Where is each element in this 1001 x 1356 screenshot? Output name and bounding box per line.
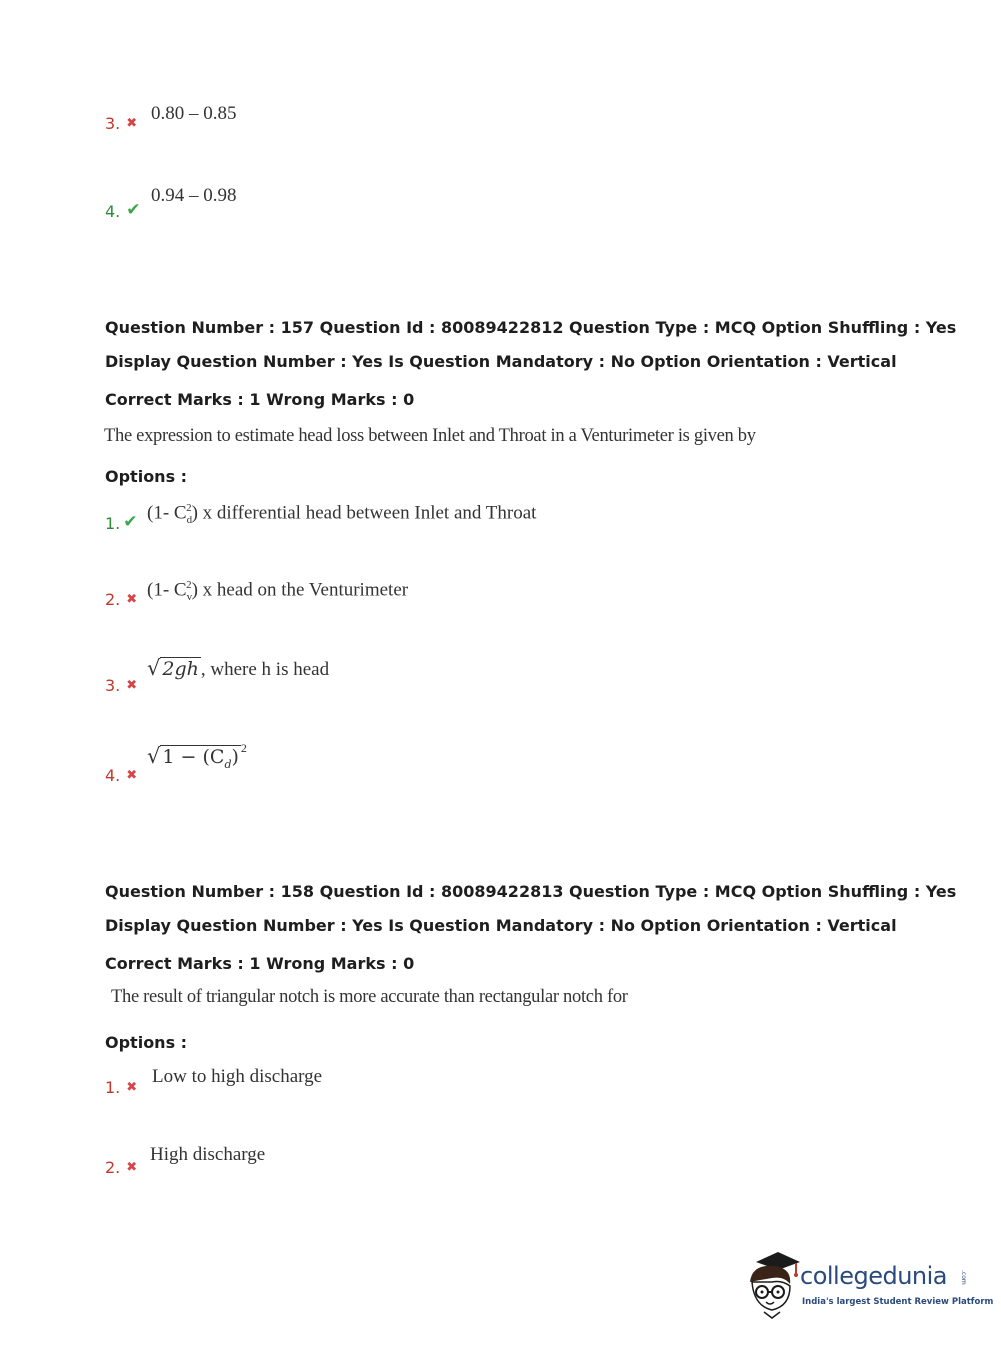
question-meta-line: Display Question Number : Yes Is Question Mandatory : No Option Orientation : Vertical bbox=[105, 916, 897, 935]
option-text: High discharge bbox=[150, 1144, 266, 1165]
option-text: (1- $C_d^2$) x differential head between Inlet and Throat bbox=[147, 502, 537, 527]
cross-icon: ✖ bbox=[126, 592, 138, 607]
cross-icon: ✖ bbox=[126, 1160, 138, 1175]
options-label: Options : bbox=[105, 1033, 188, 1052]
logo-domain-suffix: .com bbox=[960, 1270, 967, 1285]
option-text: 0.94 – 0.98 bbox=[151, 185, 237, 206]
check-icon: ✔ bbox=[126, 200, 141, 220]
question-meta-line: Display Question Number : Yes Is Question Mandatory : No Option Orientation : Vertical bbox=[105, 352, 897, 371]
cross-icon: ✖ bbox=[126, 116, 138, 131]
option-text bbox=[147, 740, 247, 771]
logo-brand-name: collegedunia bbox=[800, 1262, 948, 1290]
question-text: The result of triangular notch is more accurate than rectangular notch for bbox=[111, 987, 628, 1007]
logo-tagline: India's largest Student Review Platform bbox=[802, 1297, 994, 1307]
option-number: 4. ✔ bbox=[105, 200, 141, 221]
cross-icon: ✖ bbox=[126, 1080, 138, 1095]
question-meta-line: Question Number : 158 Question Id : 80089422813 Question Type : MCQ Option Shuffling : Yes bbox=[105, 882, 957, 901]
option-number: 1. ✔ bbox=[105, 512, 138, 533]
option-number: 3. ✖ bbox=[105, 676, 138, 695]
option-number: 1. ✖ bbox=[105, 1078, 138, 1097]
cross-icon: ✖ bbox=[126, 768, 138, 783]
question-text: The expression to estimate head loss between Inlet and Throat in a Venturimeter is given by bbox=[104, 426, 756, 446]
option-number: 2. ✖ bbox=[105, 590, 138, 609]
option-text: 0.80 – 0.85 bbox=[151, 103, 237, 124]
option-number: 4. ✖ bbox=[105, 766, 138, 785]
square-root: √ 2gh bbox=[147, 656, 199, 680]
option-number: 2. ✖ bbox=[105, 1158, 138, 1177]
collegedunia-logo bbox=[742, 1248, 994, 1320]
options-label: Options : bbox=[105, 467, 188, 486]
marks-line: Correct Marks : 1 Wrong Marks : 0 bbox=[105, 390, 415, 409]
option-text: Low to high discharge bbox=[152, 1066, 323, 1087]
option-number: 3. ✖ bbox=[105, 114, 138, 133]
mascot-icon bbox=[742, 1248, 804, 1320]
marks-line: Correct Marks : 1 Wrong Marks : 0 bbox=[105, 954, 415, 973]
cross-icon: ✖ bbox=[126, 678, 138, 693]
option-text: √ 2gh , where h is head bbox=[147, 656, 330, 680]
check-icon: ✔ bbox=[123, 512, 138, 532]
option-text: (1- $C_v^2$) x head on the Venturimeter bbox=[147, 579, 409, 604]
square-root: √ $1 - (C_d)$ $^2$ bbox=[147, 740, 247, 771]
question-meta-line: Question Number : 157 Question Id : 80089422812 Question Type : MCQ Option Shuffling : Yes bbox=[105, 318, 957, 337]
